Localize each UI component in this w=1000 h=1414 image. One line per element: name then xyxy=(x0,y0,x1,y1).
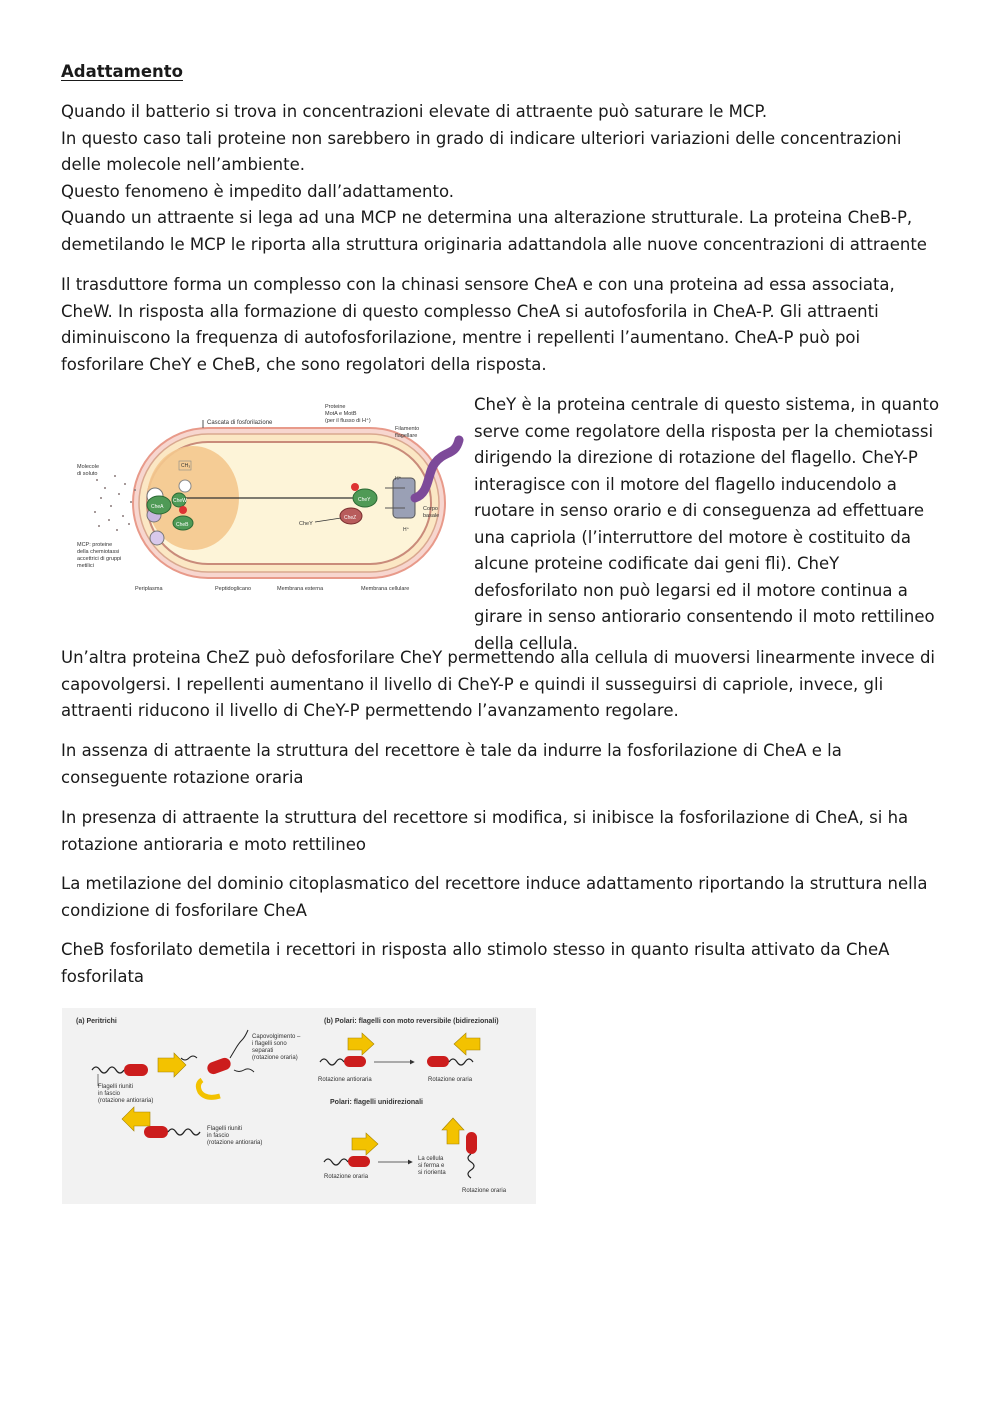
flagella-diagram xyxy=(62,1008,536,1204)
cheb-label: CheB xyxy=(176,522,189,528)
solute-label-1: Molecole xyxy=(77,464,100,470)
hplus-label-2: H⁺ xyxy=(403,527,410,533)
paragraph-adaptation xyxy=(61,99,941,258)
basal-label-1: Corpo xyxy=(423,506,438,512)
cell-membrane-label: Membrana cellulare xyxy=(361,586,410,592)
bundled-label-1b: in fascio xyxy=(98,1091,121,1097)
tumble-label-4: (rotazione oraria) xyxy=(252,1055,298,1061)
basal-label-2: basale xyxy=(423,513,440,519)
mot-label-2: MotA e MotB xyxy=(325,411,357,417)
mcp-label-3: accettrici di gruppi xyxy=(77,556,122,562)
clockwise-label-2: Rotazione oraria xyxy=(324,1174,369,1180)
cell-stops-label-2: si ferma e xyxy=(418,1163,445,1169)
tumble-label-3: separati xyxy=(252,1048,274,1054)
bidirectional-title: (b) Polari: flagelli con moto reversibile (bidirezionali) xyxy=(324,1018,499,1025)
line-prevented: Questo fenomeno è impedito dall’adattamento. xyxy=(61,181,455,201)
chew-label: CheW xyxy=(173,498,187,504)
filament-label-1: Filamento xyxy=(395,426,420,432)
peritrichous-title: (a) Peritrichi xyxy=(76,1018,117,1025)
clockwise-label: Rotazione oraria xyxy=(428,1077,473,1083)
paragraph-chey: CheY è la proteina centrale di questo sistema, in quanto serve come regolatore della risposta per la chemiotassi dirigendo la direzione di rotazione del flagello. CheY-P interagisce con il motore del flagello inducendolo a ruotare in senso orario e di conseguenza ad effettuare una capriola (l’interruttore del motore è costituito da alcune proteine codificate dai geni fli). CheY defosforilato non può legarsi ed il motore continua a girare in senso antiorario consentendo il moto rettilineo della cellula. xyxy=(474,395,940,653)
paragraph-cheb-phospho: CheB fosforilato demetila i recettori in risposta allo stimolo stesso in quanto risulta attivato da CheA fosforilata xyxy=(61,940,890,986)
paragraph-methylation: La metilazione del dominio citoplasmatico del recettore induce adattamento riportando la struttura nella condizione di fosforilare CheA xyxy=(61,874,928,920)
tumble-label-1: Capovolgimento – xyxy=(252,1034,301,1040)
bundled-label-1a: Flagelli riuniti xyxy=(98,1084,134,1090)
bundled-label-2c: (rotazione antioraria) xyxy=(207,1140,263,1146)
bundled-label-2b: in fascio xyxy=(207,1133,230,1139)
peptidoglycan-label: Peptidoglicano xyxy=(215,586,252,592)
hplus-label: H⁺ xyxy=(395,476,402,482)
clockwise-label-3: Rotazione oraria xyxy=(462,1188,507,1194)
line-cheb: Quando un attraente si lega ad una MCP ne determina una alterazione strutturale. La proteina CheB-P, demetilando le MCP le riporta alla struttura originaria adattandola alle nuove concentrazioni di attraente xyxy=(61,208,927,254)
tumble-label-2: i flagelli sono xyxy=(252,1041,287,1047)
solute-label-2: di soluto xyxy=(77,471,98,477)
counterclockwise-label: Rotazione antioraria xyxy=(318,1077,372,1083)
cascade-label: Cascata di fosforilazione xyxy=(207,420,273,426)
chez-label: CheZ xyxy=(344,515,357,521)
ch3-label: CH₃ xyxy=(181,463,191,469)
chemotaxis-diagram xyxy=(75,398,465,598)
bundled-label-2a: Flagelli riuniti xyxy=(207,1126,243,1132)
outer-membrane-label: Membrana esterna xyxy=(277,586,324,592)
chey-label: CheY xyxy=(358,497,371,503)
paragraph-transducer: Il trasduttore forma un complesso con la chinasi sensore CheA e con una proteina ad essa associata, CheW. In risposta alla formazione di questo complesso CheA si autofosforila in CheA-P. Gli attraenti diminuiscono la frequenza di autofosforilazione, mentre i repellenti l’aumentano. CheA-P può poi fosforilare CheY e CheB, che sono regolatori della risposta. xyxy=(61,275,895,374)
chey-free-label: CheY xyxy=(299,521,313,527)
mcp-label-1: MCP: proteine xyxy=(77,542,113,548)
line-saturation: Quando il batterio si trova in concentrazioni elevate di attraente può saturare le MCP. xyxy=(61,102,768,121)
chea-label: CheA xyxy=(151,504,164,510)
unidirectional-title: Polari: flagelli unidirezionali xyxy=(330,1099,423,1106)
paragraph-presence: In presenza di attraente la struttura del recettore si modifica, si inibisce la fosforilazione di CheA, si ha rotazione antioraria e moto rettilineo xyxy=(61,808,909,854)
cell-stops-label-1: La cellula xyxy=(418,1156,444,1162)
cell-stops-label-3: si riorienta xyxy=(418,1170,446,1176)
mot-label-1: Proteine xyxy=(325,404,346,410)
filament-label-2: flagellare xyxy=(395,433,418,439)
mcp-label-4: metilici xyxy=(77,563,94,569)
bundled-label-1c: (rotazione antioraria) xyxy=(98,1098,154,1104)
paragraph-chez: Un’altra proteina CheZ può defosforilare CheY permettendo alla cellula di muoversi linearmente invece di capovolgersi. I repellenti aumentano il livello di CheY-P e quindi il susseguirsi di capriole, invece, gli attraenti riducono il livello di CheY-P permettendo l’avanzamento regolare. xyxy=(61,648,936,720)
line-variations: In questo caso tali proteine non sarebbero in grado di indicare ulteriori variazioni delle concentrazioni delle molecole nell’ambiente. xyxy=(61,128,902,174)
mcp-label-2: della chemiotassi xyxy=(77,549,120,555)
periplasm-label: Periplasma xyxy=(135,586,163,592)
section-title: Adattamento xyxy=(61,62,183,81)
paragraph-absence: In assenza di attraente la struttura del recettore è tale da indurre la fosforilazione di CheA e la conseguente rotazione oraria xyxy=(61,741,842,787)
mot-label-3: (per il flusso di H⁺) xyxy=(325,418,371,424)
